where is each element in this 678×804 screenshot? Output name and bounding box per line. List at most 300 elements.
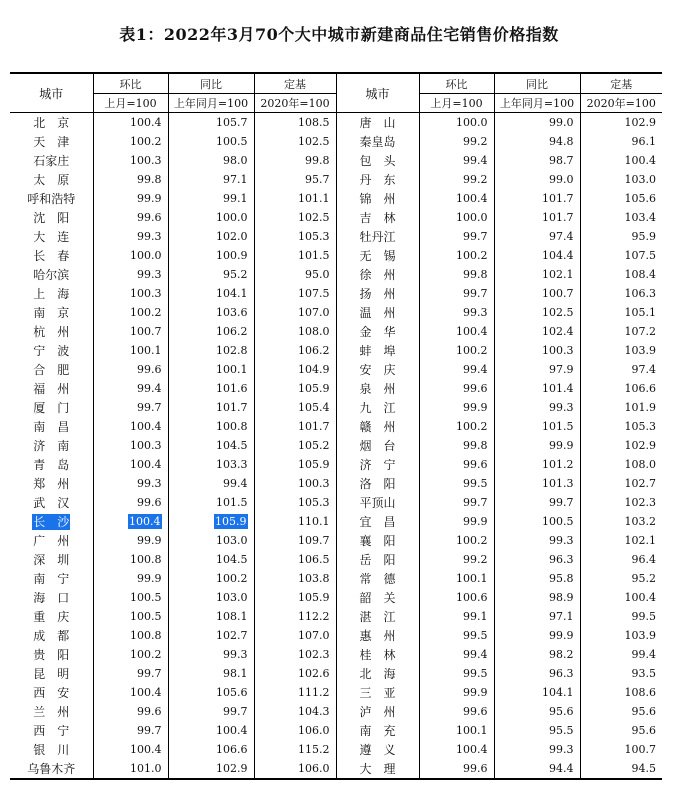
right-city-value: 韶 关 <box>359 591 396 605</box>
left-mom-value: 99.6 <box>137 705 162 718</box>
left-city-value: 天 津 <box>33 135 70 149</box>
left-mom-cell <box>93 265 168 284</box>
right-city-cell <box>336 588 419 607</box>
left-fixed-cell <box>254 132 336 151</box>
right-yoy-cell <box>494 683 580 702</box>
table-row <box>10 683 662 702</box>
right-yoy-value: 102.4 <box>542 325 574 338</box>
left-mom-value: 100.4 <box>130 686 162 699</box>
left-yoy-value: 100.0 <box>216 211 248 224</box>
left-mom-value: 99.8 <box>137 173 162 186</box>
right-yoy-value: 97.4 <box>549 230 574 243</box>
left-yoy-cell <box>168 721 254 740</box>
left-city-cell <box>10 588 93 607</box>
right-city-cell <box>336 265 419 284</box>
left-yoy-value: 104.5 <box>216 553 248 566</box>
left-fixed-value: 105.3 <box>298 496 330 509</box>
left-city-value: 厦 门 <box>33 401 70 415</box>
left-yoy-value: 101.6 <box>216 382 248 395</box>
right-fixed-value: 100.7 <box>624 743 656 756</box>
left-city-cell <box>10 132 93 151</box>
left-yoy-value: 100.9 <box>216 249 248 262</box>
right-yoy-value: 100.7 <box>542 287 574 300</box>
left-city-value: 海 口 <box>33 591 70 605</box>
right-city-value: 常 德 <box>359 572 396 586</box>
right-mom-value: 100.0 <box>456 211 488 224</box>
left-mom-cell <box>93 740 168 759</box>
right-fixed-value: 100.4 <box>624 591 656 604</box>
right-yoy-cell <box>494 512 580 531</box>
right-yoy-cell <box>494 569 580 588</box>
left-mom-value: 100.4 <box>129 515 161 528</box>
left-mom-cell <box>93 493 168 512</box>
header-fixed-left: 定基 <box>254 73 336 94</box>
left-mom-cell <box>93 398 168 417</box>
right-mom-cell <box>419 132 494 151</box>
table-row <box>10 607 662 626</box>
left-yoy-value: 103.0 <box>216 534 248 547</box>
left-city-cell <box>10 284 93 303</box>
right-mom-cell <box>419 569 494 588</box>
left-city-cell <box>10 645 93 664</box>
header-yoy-left: 同比 <box>168 73 254 94</box>
right-fixed-cell <box>580 512 662 531</box>
left-yoy-cell <box>168 379 254 398</box>
right-mom-value: 100.2 <box>456 534 488 547</box>
left-city-value: 长 沙 <box>33 515 70 529</box>
right-fixed-value: 99.4 <box>631 648 656 661</box>
left-yoy-cell <box>168 683 254 702</box>
left-city-value: 南 京 <box>33 306 70 320</box>
right-mom-value: 99.7 <box>463 496 488 509</box>
right-mom-value: 100.2 <box>456 344 488 357</box>
right-fixed-value: 93.5 <box>631 667 656 680</box>
right-mom-value: 100.2 <box>456 420 488 433</box>
left-yoy-value: 104.5 <box>216 439 248 452</box>
right-yoy-cell <box>494 208 580 227</box>
right-fixed-cell <box>580 208 662 227</box>
right-fixed-value: 102.1 <box>624 534 656 547</box>
right-city-value: 九 江 <box>359 401 396 415</box>
left-mom-cell <box>93 417 168 436</box>
left-mom-cell <box>93 474 168 493</box>
left-mom-cell <box>93 322 168 341</box>
left-fixed-cell <box>254 303 336 322</box>
right-city-cell <box>336 531 419 550</box>
left-yoy-value: 101.5 <box>216 496 248 509</box>
right-city-cell <box>336 303 419 322</box>
right-yoy-cell <box>494 740 580 759</box>
header-city-right: 城市 <box>336 73 419 113</box>
left-yoy-cell <box>168 569 254 588</box>
left-fixed-cell <box>254 664 336 683</box>
left-fixed-value: 105.9 <box>298 591 330 604</box>
right-yoy-value: 95.5 <box>549 724 574 737</box>
left-fixed-value: 112.2 <box>298 610 330 623</box>
table-row <box>10 588 662 607</box>
right-fixed-cell <box>580 265 662 284</box>
right-mom-value: 100.4 <box>456 743 488 756</box>
right-mom-value: 99.3 <box>463 306 488 319</box>
right-mom-cell <box>419 531 494 550</box>
left-mom-value: 100.5 <box>130 610 162 623</box>
left-yoy-cell <box>168 284 254 303</box>
right-city-value: 丹 东 <box>359 173 396 187</box>
left-city-cell <box>10 759 93 779</box>
left-fixed-cell <box>254 265 336 284</box>
left-fixed-value: 101.1 <box>298 192 330 205</box>
left-mom-value: 100.5 <box>130 591 162 604</box>
left-fixed-value: 107.0 <box>298 629 330 642</box>
left-city-value: 石家庄 <box>33 154 70 168</box>
left-yoy-cell <box>168 588 254 607</box>
left-fixed-cell <box>254 227 336 246</box>
right-mom-cell <box>419 588 494 607</box>
right-city-value: 济 宁 <box>359 458 396 472</box>
right-city-value: 洛 阳 <box>359 477 396 491</box>
right-fixed-cell <box>580 341 662 360</box>
right-city-value: 岳 阳 <box>359 553 396 567</box>
right-mom-cell <box>419 303 494 322</box>
right-city-value: 襄 阳 <box>359 534 396 548</box>
right-fixed-cell <box>580 417 662 436</box>
right-city-cell <box>336 113 419 133</box>
left-mom-value: 100.1 <box>130 344 162 357</box>
left-mom-cell <box>93 702 168 721</box>
table-row <box>10 151 662 170</box>
left-city-cell <box>10 626 93 645</box>
table-title: 表1：2022年3月70个大中城市新建商品住宅销售价格指数 <box>119 25 559 44</box>
right-yoy-cell <box>494 759 580 779</box>
right-mom-value: 99.9 <box>463 401 488 414</box>
left-yoy-cell <box>168 550 254 569</box>
left-city-cell <box>10 436 93 455</box>
right-city-cell <box>336 664 419 683</box>
right-city-cell <box>336 759 419 779</box>
left-fixed-value: 104.3 <box>298 705 330 718</box>
left-yoy-cell <box>168 322 254 341</box>
right-fixed-value: 95.6 <box>631 705 656 718</box>
left-fixed-cell <box>254 246 336 265</box>
left-mom-value: 99.9 <box>137 192 162 205</box>
right-yoy-value: 98.9 <box>549 591 574 604</box>
left-yoy-cell <box>168 113 254 133</box>
right-yoy-value: 99.9 <box>549 629 574 642</box>
right-yoy-value: 101.4 <box>542 382 574 395</box>
left-fixed-value: 115.2 <box>298 743 330 756</box>
left-mom-value: 100.0 <box>130 249 162 262</box>
right-mom-value: 100.1 <box>456 724 488 737</box>
right-city-value: 南 充 <box>359 724 396 738</box>
left-fixed-value: 106.2 <box>298 344 330 357</box>
right-city-value: 牡丹江 <box>359 230 396 244</box>
right-fixed-value: 105.3 <box>624 420 656 433</box>
left-yoy-value: 102.9 <box>216 762 248 775</box>
right-city-cell <box>336 512 419 531</box>
left-yoy-cell <box>168 702 254 721</box>
left-mom-cell <box>93 303 168 322</box>
left-mom-cell <box>93 721 168 740</box>
right-city-value: 蚌 埠 <box>359 344 396 358</box>
left-city-cell <box>10 189 93 208</box>
right-city-cell <box>336 341 419 360</box>
left-fixed-value: 111.2 <box>298 686 330 699</box>
left-city-cell <box>10 702 93 721</box>
right-yoy-value: 100.5 <box>542 515 574 528</box>
left-fixed-cell <box>254 189 336 208</box>
right-mom-value: 100.0 <box>456 116 488 129</box>
right-yoy-cell <box>494 151 580 170</box>
right-yoy-value: 96.3 <box>549 553 574 566</box>
table-row <box>10 550 662 569</box>
right-mom-cell <box>419 436 494 455</box>
left-mom-cell <box>93 626 168 645</box>
left-fixed-value: 105.2 <box>298 439 330 452</box>
right-fixed-cell <box>580 379 662 398</box>
left-mom-value: 99.3 <box>137 477 162 490</box>
table-row <box>10 759 662 779</box>
right-fixed-value: 101.9 <box>624 401 656 414</box>
left-fixed-cell <box>254 170 336 189</box>
left-fixed-cell <box>254 721 336 740</box>
left-city-cell <box>10 246 93 265</box>
left-yoy-value: 98.1 <box>223 667 248 680</box>
left-yoy-value: 97.1 <box>223 173 248 186</box>
left-mom-value: 101.0 <box>130 762 162 775</box>
left-city-cell <box>10 151 93 170</box>
right-mom-cell <box>419 398 494 417</box>
header-yoy-base-left: 上年同月=100 <box>168 94 254 113</box>
left-city-cell <box>10 721 93 740</box>
right-mom-cell <box>419 265 494 284</box>
left-mom-cell <box>93 645 168 664</box>
right-yoy-value: 101.7 <box>542 211 574 224</box>
left-city-value: 昆 明 <box>33 667 70 681</box>
right-fixed-cell <box>580 398 662 417</box>
left-city-cell <box>10 512 93 531</box>
right-yoy-value: 99.3 <box>549 743 574 756</box>
left-fixed-value: 108.5 <box>298 116 330 129</box>
right-yoy-cell <box>494 626 580 645</box>
right-yoy-cell <box>494 664 580 683</box>
right-yoy-value: 94.4 <box>549 762 574 775</box>
left-fixed-value: 106.0 <box>298 724 330 737</box>
left-fixed-value: 105.4 <box>298 401 330 414</box>
left-city-value: 郑 州 <box>33 477 70 491</box>
left-city-value: 合 肥 <box>33 363 70 377</box>
right-mom-cell <box>419 170 494 189</box>
left-fixed-value: 102.3 <box>298 648 330 661</box>
left-city-value: 沈 阳 <box>33 211 70 225</box>
right-yoy-cell <box>494 227 580 246</box>
left-city-value: 西 安 <box>33 686 70 700</box>
left-city-value: 南 昌 <box>33 420 70 434</box>
left-yoy-value: 98.0 <box>223 154 248 167</box>
right-mom-value: 99.2 <box>463 135 488 148</box>
right-fixed-value: 95.6 <box>631 724 656 737</box>
right-mom-value: 99.6 <box>463 762 488 775</box>
left-mom-cell <box>93 227 168 246</box>
left-yoy-value: 101.7 <box>216 401 248 414</box>
right-city-value: 秦皇岛 <box>359 135 396 149</box>
left-mom-cell <box>93 189 168 208</box>
right-yoy-cell <box>494 132 580 151</box>
left-fixed-cell <box>254 626 336 645</box>
right-city-cell <box>336 455 419 474</box>
left-city-value: 成 都 <box>33 629 70 643</box>
left-fixed-value: 108.0 <box>298 325 330 338</box>
right-yoy-cell <box>494 170 580 189</box>
right-fixed-value: 108.0 <box>624 458 656 471</box>
right-fixed-cell <box>580 303 662 322</box>
right-city-value: 宜 昌 <box>359 515 396 529</box>
right-city-value: 泉 州 <box>359 382 396 396</box>
left-fixed-value: 110.1 <box>298 515 330 528</box>
left-mom-value: 99.4 <box>137 382 162 395</box>
right-city-value: 无 锡 <box>359 249 396 263</box>
left-yoy-value: 100.4 <box>216 724 248 737</box>
right-mom-value: 99.1 <box>463 610 488 623</box>
right-fixed-cell <box>580 322 662 341</box>
right-mom-cell <box>419 189 494 208</box>
left-mom-value: 99.3 <box>137 230 162 243</box>
right-fixed-cell <box>580 227 662 246</box>
right-yoy-value: 101.2 <box>542 458 574 471</box>
right-yoy-cell <box>494 493 580 512</box>
right-fixed-cell <box>580 284 662 303</box>
right-yoy-value: 101.5 <box>542 420 574 433</box>
left-yoy-cell <box>168 132 254 151</box>
left-fixed-cell <box>254 284 336 303</box>
left-yoy-value: 99.7 <box>223 705 248 718</box>
right-mom-cell <box>419 645 494 664</box>
right-city-cell <box>336 417 419 436</box>
table-row <box>10 113 662 133</box>
left-yoy-cell <box>168 265 254 284</box>
header-fixed-base-left: 2020年=100 <box>254 94 336 113</box>
left-yoy-cell <box>168 607 254 626</box>
right-fixed-cell <box>580 189 662 208</box>
right-mom-value: 99.8 <box>463 439 488 452</box>
right-mom-value: 99.5 <box>463 629 488 642</box>
right-mom-value: 99.6 <box>463 458 488 471</box>
left-fixed-cell <box>254 436 336 455</box>
right-yoy-cell <box>494 645 580 664</box>
left-fixed-cell <box>254 683 336 702</box>
right-yoy-cell <box>494 588 580 607</box>
right-fixed-cell <box>580 683 662 702</box>
right-city-value: 包 头 <box>359 154 396 168</box>
left-city-value: 重 庆 <box>33 610 70 624</box>
left-yoy-value: 100.2 <box>216 572 248 585</box>
left-fixed-cell <box>254 588 336 607</box>
right-mom-value: 99.5 <box>463 477 488 490</box>
right-city-cell <box>336 151 419 170</box>
right-city-value: 温 州 <box>359 306 396 320</box>
left-fixed-value: 102.5 <box>298 135 330 148</box>
left-city-cell <box>10 607 93 626</box>
left-fixed-value: 107.5 <box>298 287 330 300</box>
left-mom-cell <box>93 455 168 474</box>
right-yoy-cell <box>494 360 580 379</box>
right-yoy-value: 97.1 <box>549 610 574 623</box>
left-mom-value: 100.8 <box>130 553 162 566</box>
left-mom-value: 100.4 <box>130 458 162 471</box>
right-city-cell <box>336 474 419 493</box>
right-yoy-cell <box>494 550 580 569</box>
table-row <box>10 227 662 246</box>
left-mom-value: 100.3 <box>130 287 162 300</box>
left-city-cell <box>10 303 93 322</box>
right-fixed-value: 103.9 <box>624 344 656 357</box>
right-yoy-cell <box>494 379 580 398</box>
left-yoy-cell <box>168 398 254 417</box>
right-fixed-cell <box>580 588 662 607</box>
right-city-value: 赣 州 <box>359 420 396 434</box>
left-mom-value: 99.6 <box>137 211 162 224</box>
right-fixed-cell <box>580 360 662 379</box>
right-yoy-cell <box>494 607 580 626</box>
left-fixed-value: 104.9 <box>298 363 330 376</box>
left-mom-value: 99.6 <box>137 363 162 376</box>
left-yoy-value: 102.8 <box>216 344 248 357</box>
right-mom-cell <box>419 759 494 779</box>
table-row <box>10 474 662 493</box>
left-yoy-cell <box>168 740 254 759</box>
right-yoy-value: 96.3 <box>549 667 574 680</box>
left-yoy-value: 99.1 <box>223 192 248 205</box>
left-yoy-value: 103.3 <box>216 458 248 471</box>
left-fixed-cell <box>254 151 336 170</box>
right-mom-value: 100.4 <box>456 325 488 338</box>
table-row <box>10 569 662 588</box>
right-mom-value: 99.2 <box>463 173 488 186</box>
right-fixed-cell <box>580 170 662 189</box>
left-mom-value: 100.7 <box>130 325 162 338</box>
right-fixed-value: 108.6 <box>624 686 656 699</box>
left-mom-cell <box>93 170 168 189</box>
right-city-value: 湛 江 <box>359 610 396 624</box>
right-mom-value: 100.6 <box>456 591 488 604</box>
right-mom-cell <box>419 474 494 493</box>
right-mom-value: 99.6 <box>463 382 488 395</box>
left-fixed-cell <box>254 531 336 550</box>
left-mom-cell <box>93 208 168 227</box>
left-yoy-cell <box>168 151 254 170</box>
right-city-cell <box>336 626 419 645</box>
left-yoy-value: 100.5 <box>216 135 248 148</box>
left-yoy-value: 95.2 <box>223 268 248 281</box>
right-city-cell <box>336 170 419 189</box>
right-city-value: 惠 州 <box>359 629 396 643</box>
right-city-cell <box>336 550 419 569</box>
right-fixed-cell <box>580 113 662 133</box>
right-fixed-value: 107.2 <box>624 325 656 338</box>
right-yoy-value: 98.2 <box>549 648 574 661</box>
left-mom-value: 99.7 <box>137 724 162 737</box>
left-yoy-value: 99.4 <box>223 477 248 490</box>
left-yoy-cell <box>168 664 254 683</box>
left-city-value: 青 岛 <box>33 458 70 472</box>
right-city-cell <box>336 227 419 246</box>
left-city-cell <box>10 455 93 474</box>
left-yoy-cell <box>168 303 254 322</box>
table-row <box>10 341 662 360</box>
header-city-left: 城市 <box>10 73 93 113</box>
right-yoy-cell <box>494 303 580 322</box>
right-city-value: 唐 山 <box>359 116 396 130</box>
left-fixed-cell <box>254 759 336 779</box>
